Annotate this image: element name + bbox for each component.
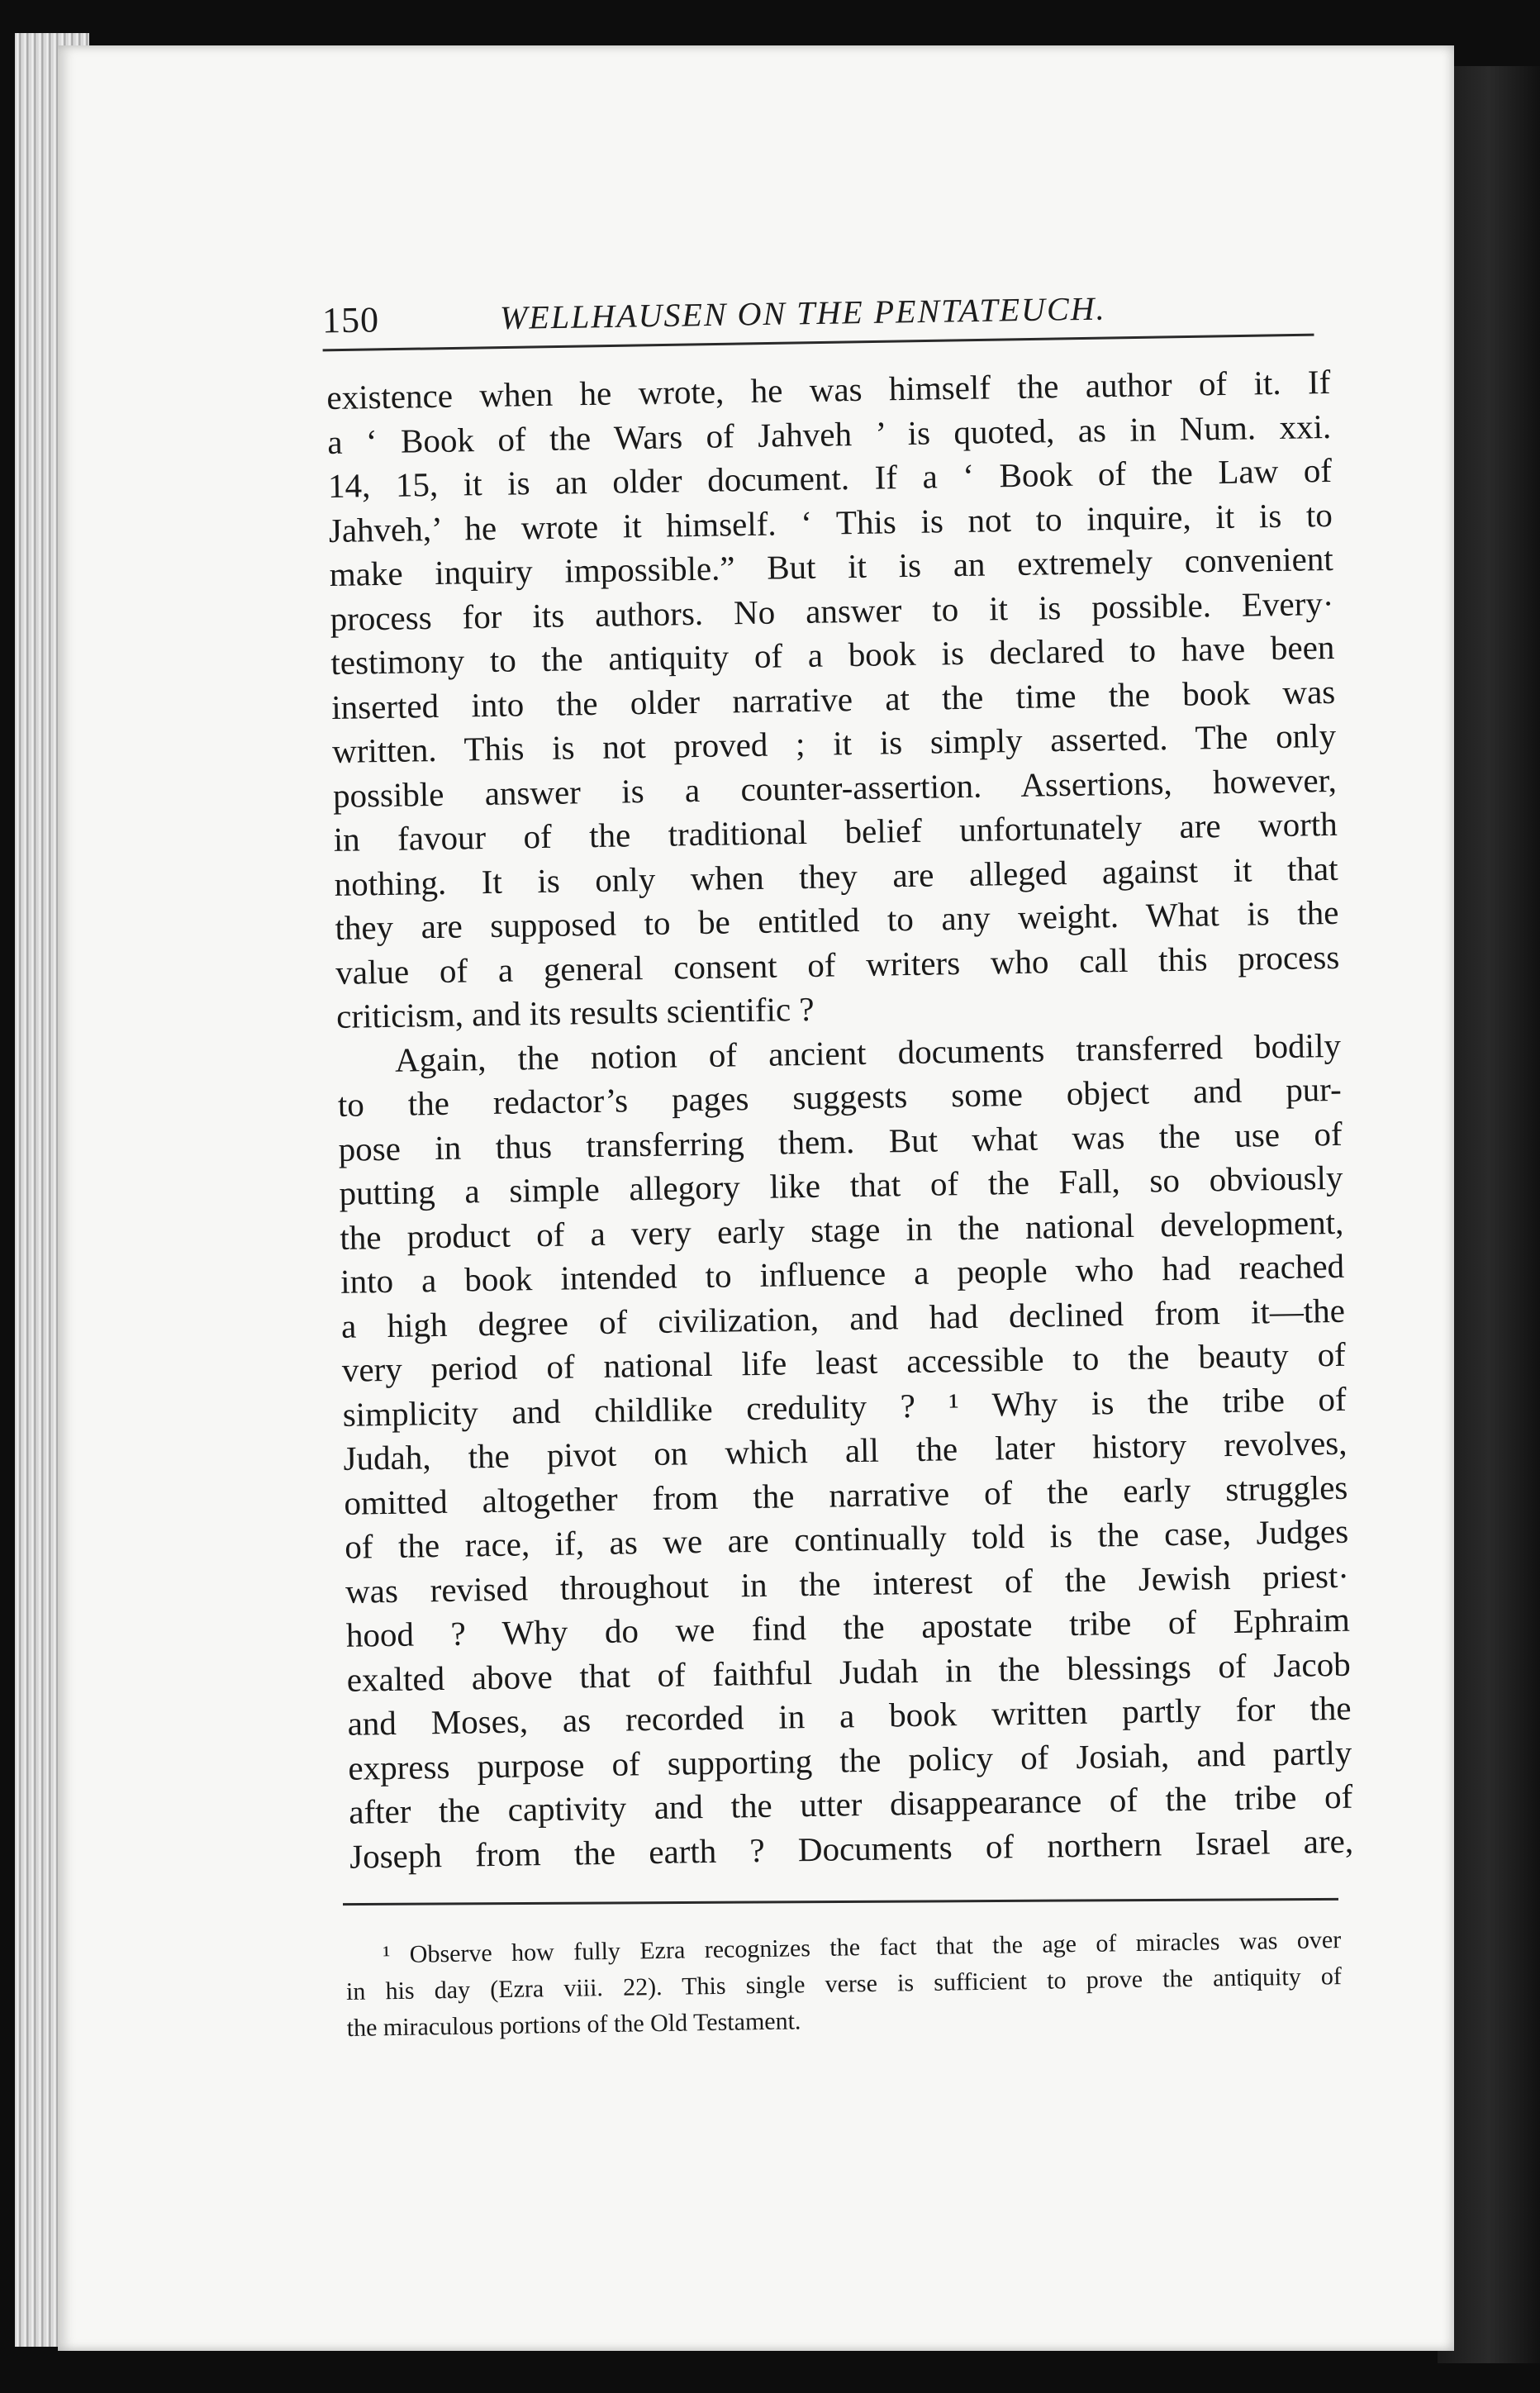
body-line: hood ? Why do we find the apostate tribe of Ephraim <box>345 1600 1351 1654</box>
body-line: a ‘ Book of the Wars of Jahveh ’ is quoted, as in Num. xxi. <box>326 407 1332 461</box>
body-line: simplicity and childlike credulity ? ¹ Why is the tribe of <box>342 1379 1347 1434</box>
body-line: pose in thus transferring them. But what was the use of <box>338 1114 1343 1168</box>
body-line: Joseph from the earth ? Documents of northern Israel are, <box>349 1821 1354 1876</box>
footnote <box>345 1922 1343 2047</box>
body-line: value of a general consent of writers who call this process <box>335 937 1340 992</box>
body-line: make inquiry impossible.” But it is an extremely convenient <box>329 539 1333 593</box>
body-line: to the redactor’s pages suggests some object and pur- <box>337 1069 1343 1124</box>
body-line: putting a simple allegory like that of the Fall, so obviously <box>339 1158 1343 1212</box>
body-line: into a book intended to influence a people who had reached <box>340 1246 1345 1301</box>
body-line: a high degree of civilization, and had declined from it—the <box>340 1291 1346 1345</box>
body-line: possible answer is a counter-assertion. Assertions, however, <box>332 760 1338 815</box>
body-line: testimony to the antiquity of a book is declared to have been <box>330 627 1335 682</box>
body-line: nothing. It is only when they are alleged against it that <box>334 849 1338 903</box>
body-line: criticism, and its results scientific ? <box>335 989 815 1035</box>
body-line: 14, 15, it is an older document. If a ‘ Book of the Law of <box>327 450 1333 505</box>
body-line: was revised throughout in the interest of the Jewish priest· <box>345 1556 1350 1610</box>
body-line: of the race, if, as we are continually told is the case, Judges <box>344 1511 1349 1566</box>
body-line: and Moses, as recorded in a book written partly for the <box>347 1688 1352 1743</box>
body-line: very period of national life least accessible to the beauty of <box>341 1334 1347 1389</box>
body-line: Judah, the pivot on which all the later history revolves, <box>343 1423 1348 1477</box>
body-line: omitted altogether from the narrative of the early struggles <box>344 1468 1348 1522</box>
body-line: written. This is not proved ; it is simply asserted. The only <box>331 716 1337 770</box>
body-line: Jahveh,’ he wrote it himself. ‘ This is not to inquire, it is to <box>328 495 1333 549</box>
body-line: the product of a very early stage in the national development, <box>340 1202 1344 1257</box>
body-line: after the captivity and the utter disappearance of the tribe of <box>348 1777 1353 1831</box>
running-title: WELLHAUSEN ON THE PENTATEUCH. <box>499 289 1106 337</box>
body-line: express purpose of supporting the policy of Josiah, and partly <box>348 1733 1352 1787</box>
body-line: exalted above that of faithful Judah in the blessings of Jacob <box>346 1644 1351 1699</box>
footnote-line: ¹ Observe how fully Ezra recognizes the fact that the age of miracles was over <box>383 1926 1342 1969</box>
body-line: Again, the notion of ancient documents transferred bodily <box>394 1025 1342 1079</box>
footnote-line: in his day (Ezra viii. 22). This single verse is sufficient to prove the antiquity of <box>345 1962 1343 2005</box>
footnote-line: the miraculous portions of the Old Testament. <box>346 2007 801 2042</box>
body-line: they are supposed to be entitled to any weight. What is the <box>335 892 1339 947</box>
body-line: in favour of the traditional belief unfortunately are worth <box>333 804 1338 859</box>
body-line: inserted into the older narrative at the time the book was <box>330 672 1336 726</box>
body-line: process for its authors. No answer to it is possible. Every· <box>330 583 1334 638</box>
body-line: existence when he wrote, he was himself the author of it. If <box>326 362 1331 416</box>
page-number: 150 <box>321 299 380 341</box>
body-text <box>326 360 1353 1879</box>
